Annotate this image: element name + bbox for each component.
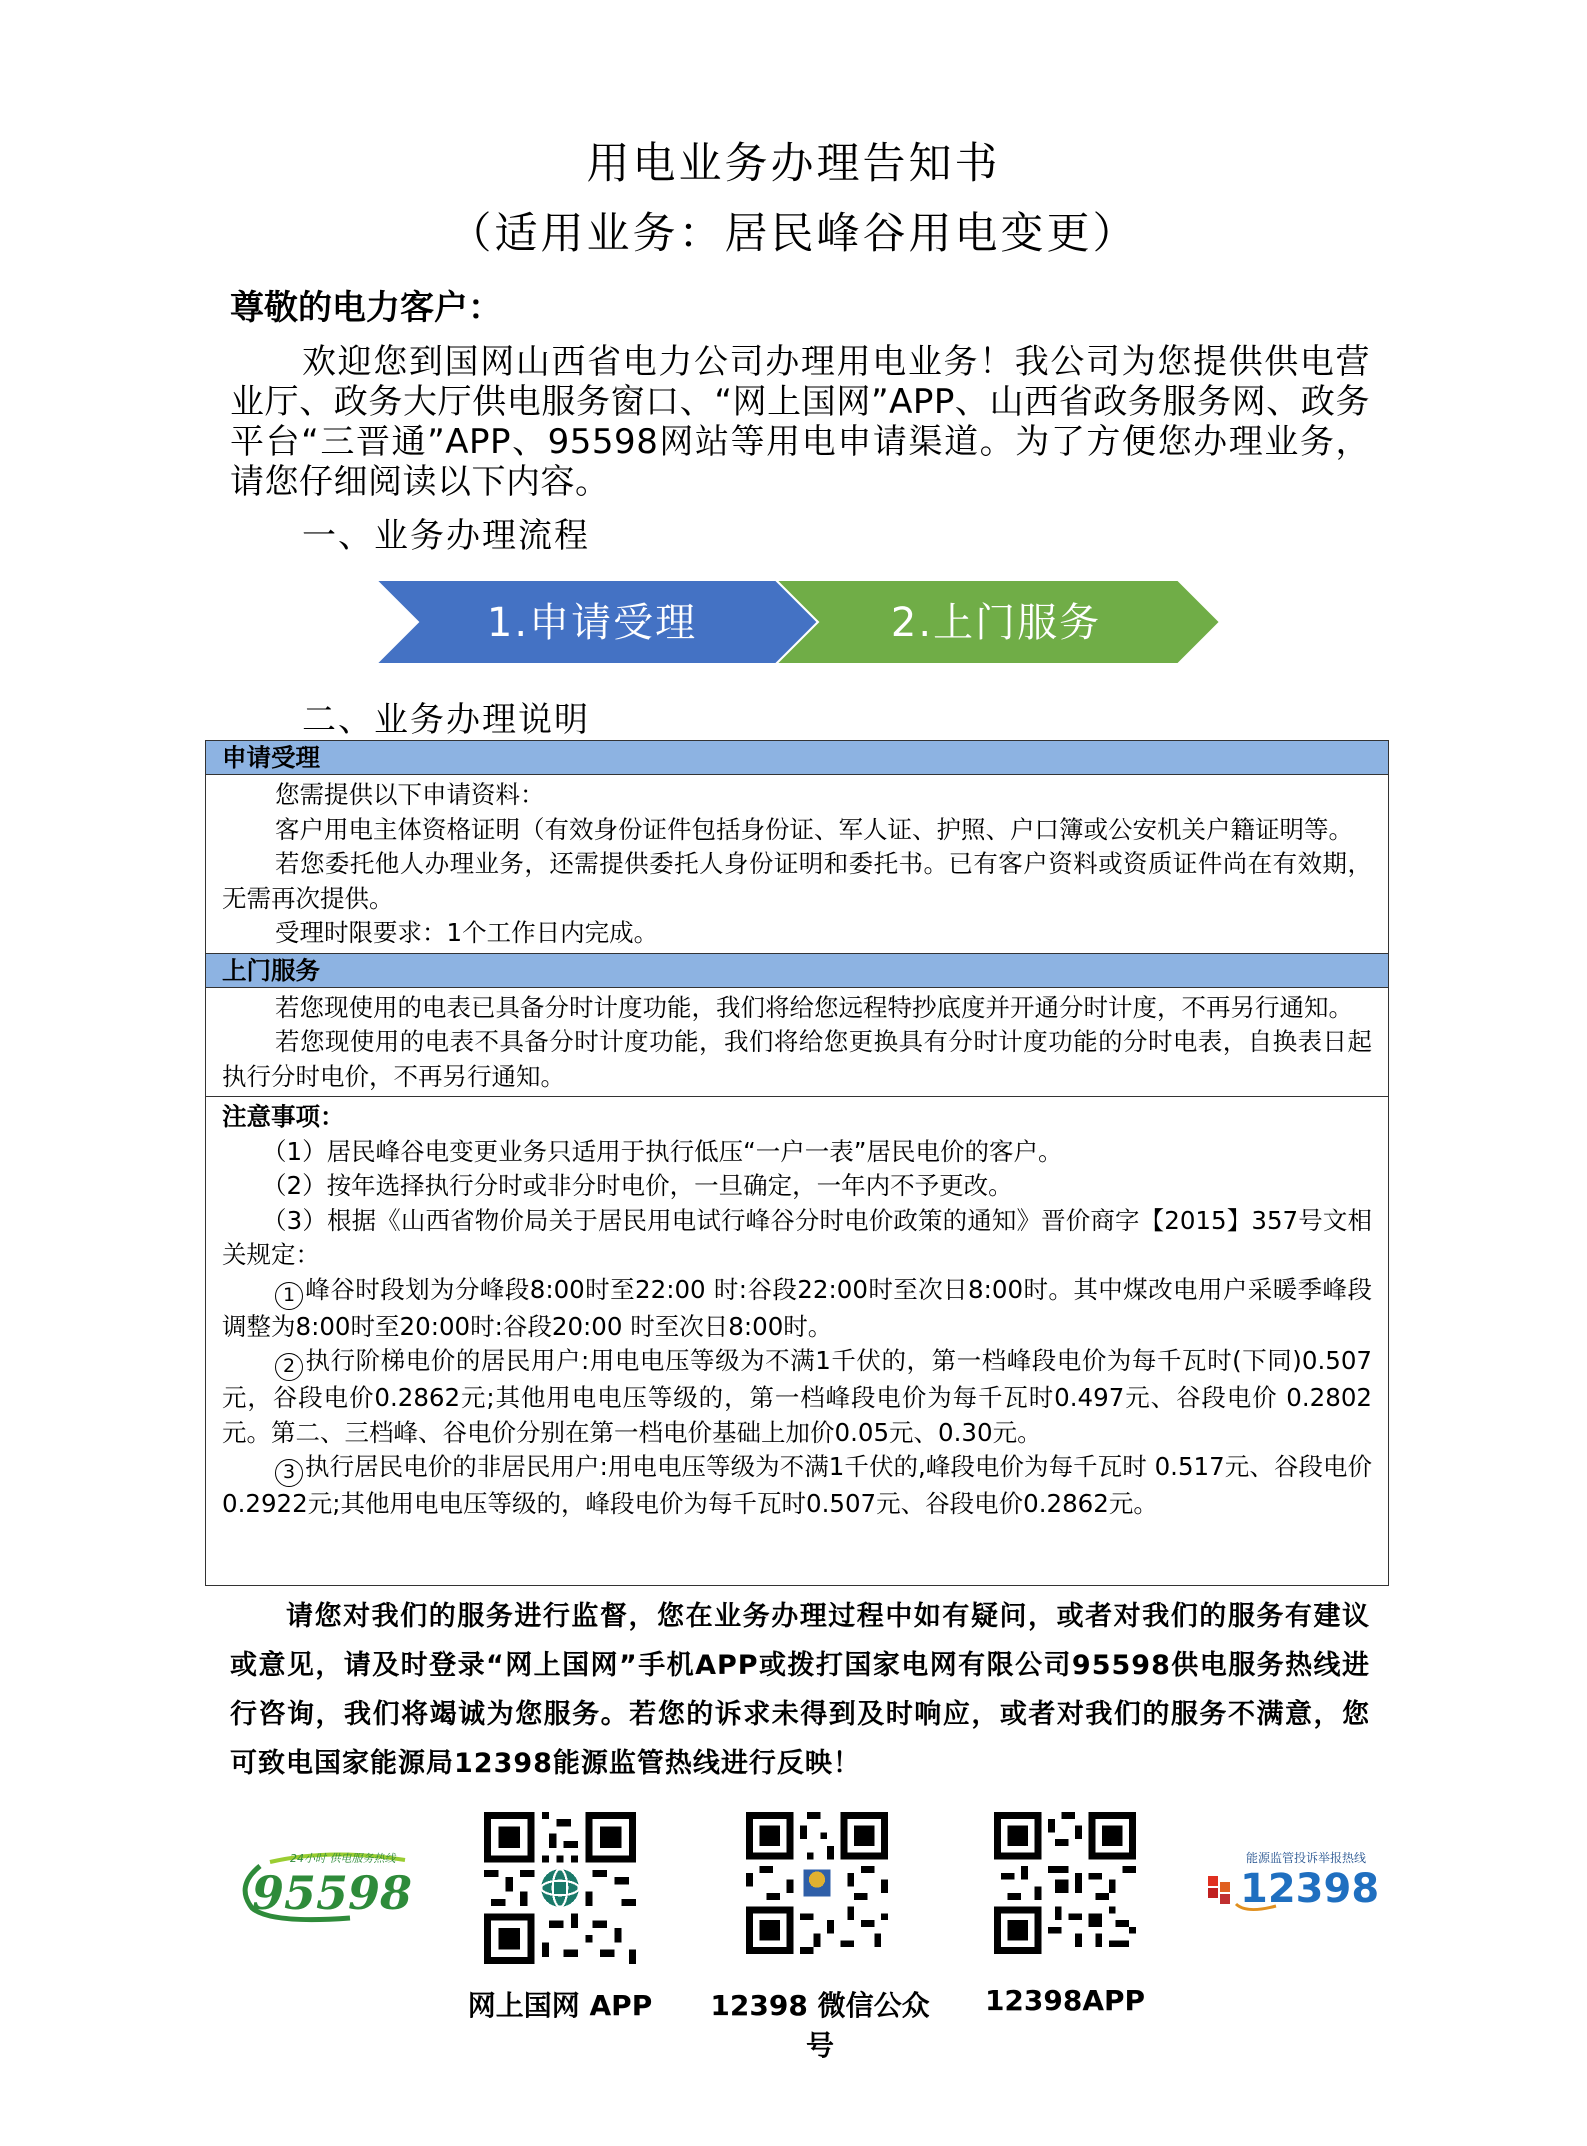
notes-sub-item — [222, 1450, 1372, 1522]
notes-item: （3）根据《山西省物价局关于居民用电试行峰谷分时电价政策的通知》晋价商字【2015】357号文相关规定： — [222, 1205, 1372, 1269]
notes-sub-text: 执行阶梯电价的居民用户:用电电压等级为不满1千伏的，第一档峰段电价为每千瓦时(下同)0.507元，谷段电价0.2862元;其他用电电压等级的，第一档峰段电价为每千瓦时0.497元、谷段电价 0.2802元。第二、三档峰、谷电价分别在第一档电价基础上加价0.05元、0.30元。 — [222, 1346, 1372, 1447]
apply-paragraph: 您需提供以下申请资料： — [275, 780, 545, 809]
notes-sub-text: 执行居民电价的非居民用户:用电电压等级为不满1千伏的,峰段电价为每千瓦时 0.517元、谷段电价0.2922元;其他用电电压等级的，峰段电价为每千瓦时0.507元、谷段电价0.2862元。 — [222, 1452, 1372, 1518]
qr-code-sgcc-app — [484, 1812, 636, 1964]
logo-95598 — [230, 1846, 430, 1926]
greeting: 尊敬的电力客户： — [230, 288, 502, 328]
qr-code-12398-wechat — [746, 1812, 888, 1954]
visit-paragraph: 若您现使用的电表已具备分时计度功能，我们将给您远程特抄底度并开通分时计度，不再另行通知。 — [275, 992, 1353, 1022]
page-title: 用电业务办理告知书 — [586, 139, 1001, 189]
circled-number: 3 — [275, 1459, 303, 1487]
step2-label: 2.上门服务 — [890, 600, 1102, 646]
qr-code-12398-app — [994, 1812, 1136, 1954]
logo-95598-tagline: 24小时 供电服务热线 — [290, 1852, 396, 1865]
process-heading: 一、业务办理流程 — [302, 516, 590, 556]
apply-paragraph: 受理时限要求：1个工作日内完成。 — [275, 918, 659, 947]
explain-table — [205, 740, 1389, 1586]
qr-label-12398-wechat: 12398 微信公众号 — [710, 1989, 930, 2062]
apply-paragraph: 客户用电主体资格证明（有效身份证件包括身份证、军人证、护照、户口簿或公安机关户籍证明等。 — [275, 814, 1353, 844]
page-subtitle: （适用业务：居民峰谷用电变更） — [448, 209, 1139, 259]
apply-paragraph: 若您委托他人办理业务，还需提供委托人身份证明和委托书。已有客户资料或资质证件尚在有效期，无需再次提供。 — [222, 849, 1372, 913]
notes-sub-item — [222, 1344, 1372, 1450]
qr-label-12398-app: 12398APP — [984, 1984, 1146, 2017]
supervision-notice: 请您对我们的服务进行监督，您在业务办理过程中如有疑问，或者对我们的服务有建议或意见，请及时登录“网上国网”手机APP或拨打国家电网有限公司95598供电服务热线进行咨询，我们将竭诚为您服务。若您的诉求未得到及时响应，或者对我们的服务不满意，您可致电国家能源局12398能源监管热线进行反映！ — [230, 1601, 1370, 1779]
step1-label: 1.申请受理 — [486, 600, 698, 646]
section-header-apply: 申请受理 — [206, 741, 1388, 775]
process-flow — [376, 580, 1220, 664]
notes-title: 注意事项： — [222, 1102, 345, 1131]
explain-heading: 二、业务办理说明 — [302, 700, 590, 740]
section-body-visit — [206, 988, 1388, 1098]
section-body-apply — [206, 775, 1388, 954]
logo-12398-number: 12398 — [1240, 1866, 1380, 1912]
logo-95598-number: 95598 — [252, 1866, 413, 1920]
qr-label-sgcc-app: 网上国网 APP — [467, 1989, 653, 2022]
notes-item: （2）按年选择执行分时或非分时电价，一旦确定，一年内不予更改。 — [262, 1171, 1013, 1200]
notes-sub-text: 峰谷时段划为分峰段8:00时至22:00 时:谷段22:00时至次日8:00时。其中煤改电用户采暖季峰段调整为8:00时至20:00时:谷段20:00 时至次日8:00时。 — [222, 1274, 1372, 1341]
intro-paragraph: 欢迎您到国网山西省电力公司办理用电业务！我公司为您提供供电营业厅、政务大厅供电服务窗口、“网上国网”APP、山西省政务服务网、政务平台“三晋通”APP、95598网站等用电申请渠道。为了方便您办理业务，请您仔细阅读以下内容。 — [230, 342, 1370, 502]
circled-number: 2 — [275, 1353, 303, 1381]
logo-12398 — [1206, 1846, 1386, 1926]
notes-item: （1）居民峰谷电变更业务只适用于执行低压“一户一表”居民电价的客户。 — [262, 1136, 1063, 1166]
section-header-visit: 上门服务 — [206, 954, 1388, 988]
logo-12398-tagline: 能源监管投诉举报热线 — [1246, 1851, 1367, 1865]
section-body-notes — [206, 1097, 1388, 1524]
visit-paragraph: 若您现使用的电表不具备分时计度功能，我们将给您更换具有分时计度功能的分时电表，自换表日起执行分时电价，不再另行通知。 — [222, 1027, 1372, 1091]
notes-sub-item — [222, 1273, 1372, 1345]
circled-number: 1 — [275, 1282, 303, 1310]
